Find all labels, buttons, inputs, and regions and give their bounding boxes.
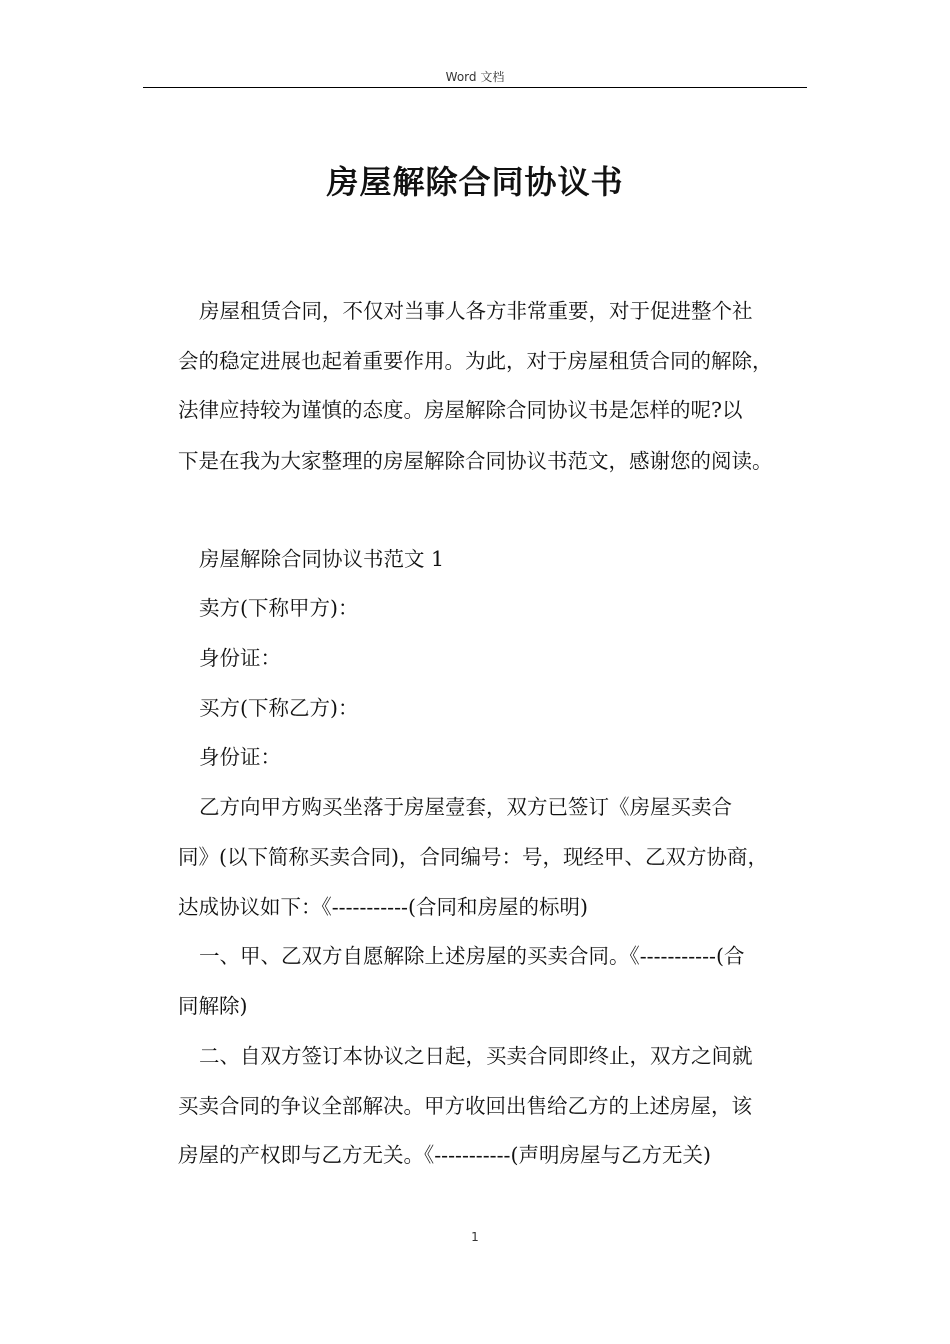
paragraph-line: 会的稳定进展也起着重要作用。为此，对于房屋租赁合同的解除， [178,349,773,373]
paragraph-line: 同》(以下简称买卖合同)，合同编号：号，现经甲、乙双方协商， [178,845,768,869]
paragraph-line: 卖方(下称甲方)： [199,596,359,620]
paragraph-line: 房屋的产权即与乙方无关。《-----------(声明房屋与乙方无关) [178,1143,711,1167]
paragraph-line: 二、自双方签订本协议之日起，买卖合同即终止，双方之间就 [199,1044,753,1068]
paragraph-line: 买方(下称乙方)： [199,696,359,720]
paragraph-line: 乙方向甲方购买坐落于房屋壹套，双方已签订《房屋买卖合 [199,795,732,819]
header-label: Word 文档 [445,70,505,84]
paragraph-line: 达成协议如下：《-----------(合同和房屋的标明) [178,895,588,919]
document-title: 房屋解除合同协议书 [326,163,624,201]
paragraph-line: 一、甲、乙双方自愿解除上述房屋的买卖合同。《-----------(合 [199,944,745,968]
paragraph-line: 买卖合同的争议全部解决。甲方收回出售给乙方的上述房屋，该 [178,1094,752,1118]
paragraph-line: 身份证： [199,646,281,670]
section-heading: 房屋解除合同协议书范文 1 [199,547,445,571]
paragraph-line: 下是在我为大家整理的房屋解除合同协议书范文，感谢您的阅读。 [178,449,773,473]
paragraph-line: 房屋租赁合同，不仅对当事人各方非常重要，对于促进整个社 [199,299,753,323]
paragraph-line: 法律应持较为谨慎的态度。房屋解除合同协议书是怎样的呢?以 [178,398,743,422]
document-body [178,0,808,1344]
page-number: 1 [471,1230,479,1244]
paragraph-line: 身份证： [199,745,281,769]
paragraph-line: 同解除) [178,994,248,1018]
